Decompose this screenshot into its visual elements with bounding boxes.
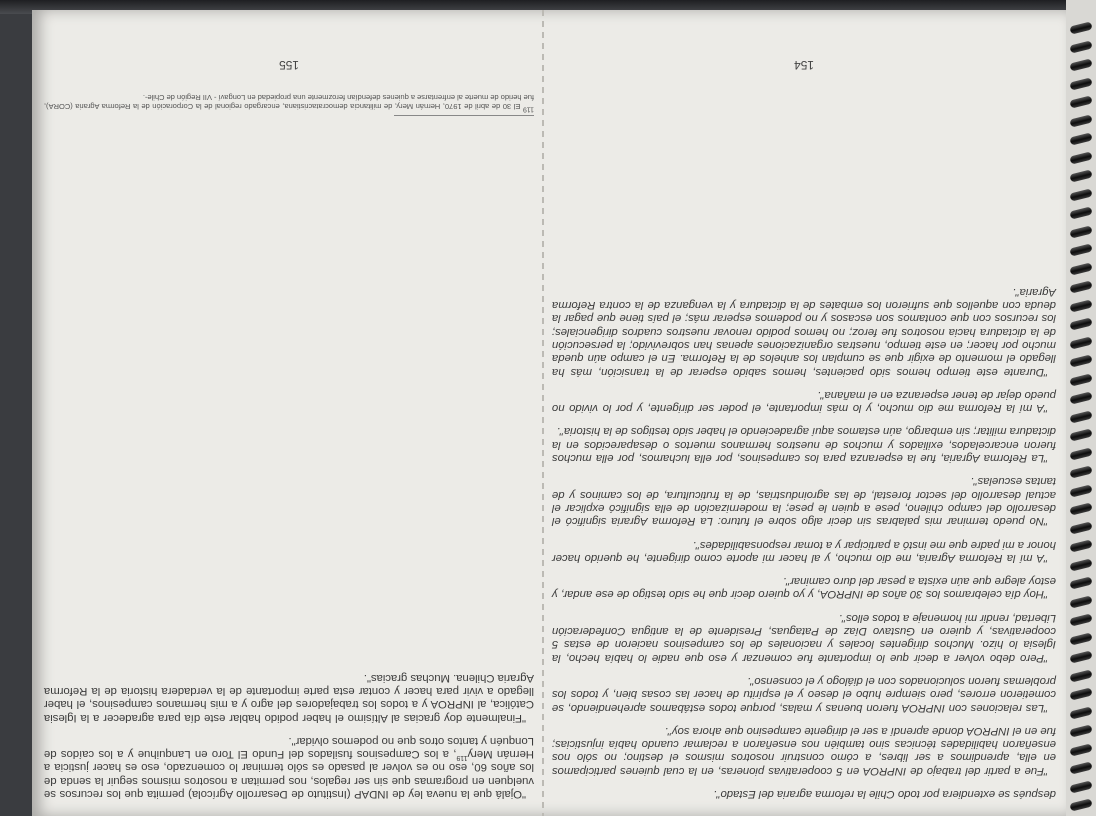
page-number: 154 [794,58,814,73]
page-number: 155 [279,58,299,73]
footnote-ref: 119 [456,753,468,761]
paragraph: "Fue a partir del trabajo de INPROA en 5 cooperativas pioneras, en la cual quienes participamos en ella, aprendimos a ser libres, a cómo construir nosotros mismos el destino; no sólo nos enseñaron habilidades técnicas sino también nos enseñaron a reclamar cuando había injusticias; fue en el INPROA donde aprendí a ser el dirigente campesino que ahora soy". [552,724,1056,777]
paragraph: "La Reforma Agraria, fue la esperanza para los campesinos, por ella luchamos, por ella muchos fueron encarcelados, exiliados y muchos de nuestros hermanos muertos o desaparecidos en la dictadura militar; sin embargo, aún estamos aquí agradeciendo el haber sido testigos de la historia". [552,425,1056,465]
paragraph: "Las relaciones con INPROA fueron buenas y malas, porque todos estábamos aprehendiendo, se cometieron errores, pero siempre hubo el deseo y el espíritu de hacer las cosas bien, y todos los problemas fueron solucionados con el diálogo y el consenso". [552,674,1056,714]
page-154 [552,20,1056,810]
paragraph: "No puedo terminar mis palabras sin decir algo sobre el futuro: La Reforma Agraria significó el desarrollo del campo chileno, pese a quien le pese; la modernización de ella significó explicar el actual desarrollo del sector forestal, de las agroindustrias, de la fruticultura, de los caminos y de tantas escuelas". [552,475,1056,528]
paragraph-text: "Ojalá que la nueva ley de INDAP (Instituto de Desarrollo Agrícola) permita que los recursos se vuelquen en programas que sin ser regalos, nos permitan a nosotros mismos seguir la senda de los años 60, eso no es volver al pasado es sólo terminar lo comenzado, eso es hacer justicia a Hernán Mery [44,748,534,800]
footnote-number: 119 [522,105,534,113]
paragraph: "Hoy día celebramos los 30 años de INPROA, y yo quiero decir que he sido testigo de ese andar, y estoy alegre que aún exista a pesar del duro caminar". [552,575,1056,601]
book-gutter [542,10,544,816]
paragraph: "Finalmente doy gracias al Altísimo el haber podido hablar este día para agradecer a la Iglesia Católica, al INPROA y a todos los trabajadores del agro y a mis hermanos campesinos, el haber llegado a vivir para hacer y contar esta parte importante de la verdadera historia de la Reforma Agraria Chilena. Muchas gracias". [44,671,534,724]
paragraph [44,734,534,800]
paragraph: "A mí la Reforma Agraria, me dio mucho, y al hacer mi aporte como dirigente, he querido hacer honor a mi padre que me instó a participar y a tomar responsabilidades". [552,538,1056,564]
paragraph: "Durante este tiempo hemos sido pacientes, hemos sabido esperar de la transición, más ha llegado el momento de exigir que se cumplan los anhelos de la Reforma. En el campo aún queda mucho por hacer; en este tiempo, nuestras organizaciones apenas han sobrevivido; la persecución de la dictadura hacia nosotros fue feroz; no hemos podido renovar nuestros cuadros dirigenciales; los recursos con que contamos son escasos y no podemos esperar más; el país tiene que pagar la deuda con aquellos que sufrieron los embates de la dictadura y la venganza de la contra Reforma Agraria". [552,285,1056,378]
footnote-rule [394,115,534,116]
paragraph: "A mí la Reforma me dio mucho, y lo más importante, el poder ser dirigente, y por lo vivido no puedo dejar de tener esperanza en el mañana". [552,388,1056,415]
page-155 [44,20,534,810]
paragraph-text: , a los Campesinos fusilados del Fundo El Toro en Lanquihue y a los caídos de Lonquén y tantos otros que no podemos olvidar". [44,734,534,761]
page-154-body [552,275,1056,801]
footnote-text: El 30 de abril de 1970, Hernán Mery, de militancia democratacristiana, encargado regional de la Corporación de la Reforma Agraria (CORA), fue herido de muerte al enfrentarse a quienes defendían ferozmente una propiedad en Longaví - VII Región de Chile-. [44,93,534,111]
footnote [44,93,534,111]
paragraph: "Pero debo volver a decir que lo importante fue comenzar y eso que nadie lo había hecho, la Iglesia lo hizo. Muchos dirigentes locales y nacionales de los campesinos nacieron de estas 5 cooperativas, y quiero en Gustavo Díaz de Pataguas, Presidente de la antigua Confederación Libertad, rendir mi homenaje a todos ellos". [552,611,1056,664]
page-155-body [44,660,534,800]
paragraph: después se extendiera por todo Chile la reforma agraria del Estado". [713,788,1056,800]
